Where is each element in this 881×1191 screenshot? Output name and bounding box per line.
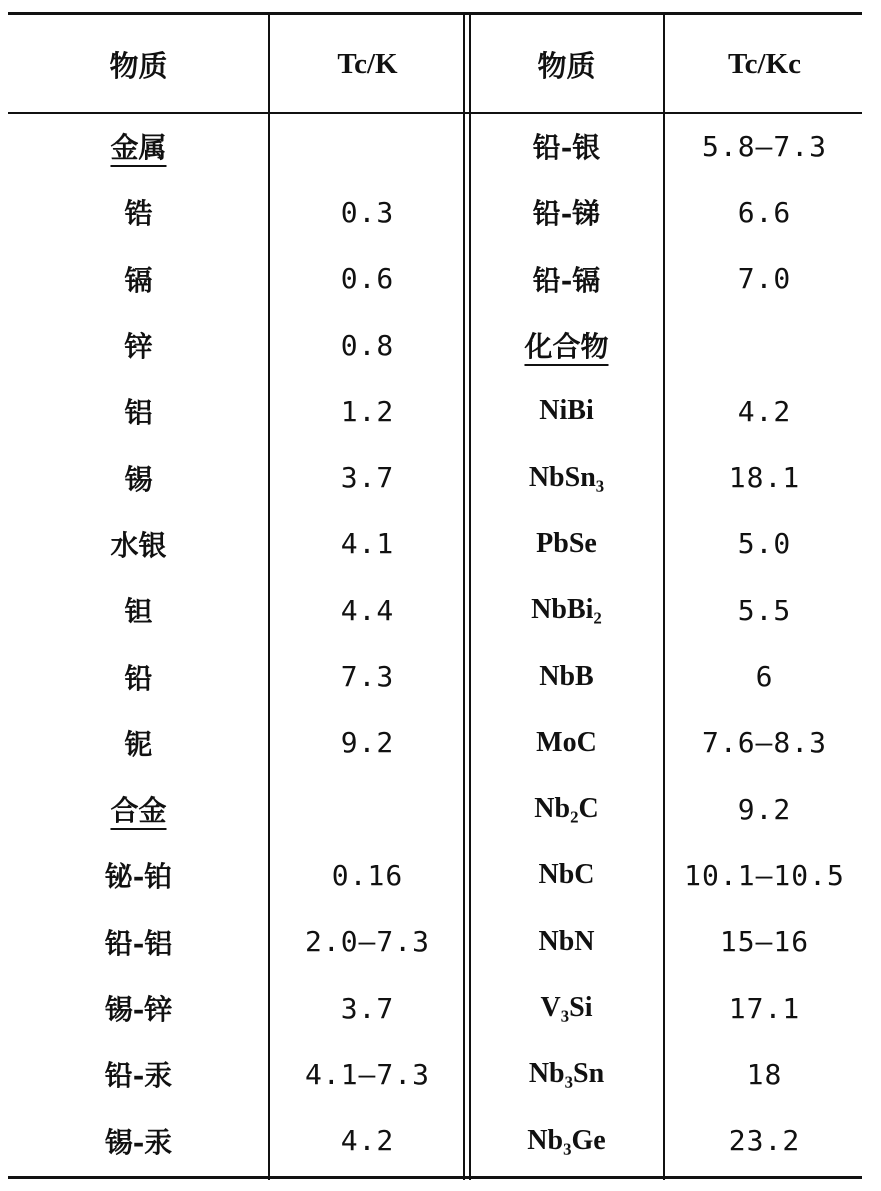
tc-left-cell: 4.1 xyxy=(340,527,395,561)
tc-right-cell: 9.2 xyxy=(737,792,792,826)
substance-right-cell: PbSe xyxy=(536,527,597,559)
tc-left-cell: 9.2 xyxy=(340,726,395,760)
substance-right-cell: NiBi xyxy=(539,395,594,427)
table-row xyxy=(8,1107,862,1173)
substance-right-cell: NbB xyxy=(539,660,594,692)
bottom-rule xyxy=(8,1176,862,1179)
tc-right-cell: 18.1 xyxy=(728,461,801,495)
substance-right-cell: Nb₃Ge xyxy=(527,1124,606,1156)
table-row xyxy=(8,710,862,776)
tc-right-cell: 7.0 xyxy=(737,262,792,296)
tc-left-cell: 1.2 xyxy=(340,394,395,428)
table-row xyxy=(8,577,862,643)
substance-right-cell: 铅-锑 xyxy=(532,197,601,231)
tc-left-cell: 3.7 xyxy=(340,461,395,495)
substance-left-cell: 铅-铝 xyxy=(104,926,173,960)
tc-left-cell: 7.3 xyxy=(340,660,395,694)
header-row xyxy=(8,16,862,113)
tc-right-cell: 5.8—7.3 xyxy=(701,129,827,163)
tc-left-cell: 0.3 xyxy=(340,195,395,229)
header-substance-right: 物质 xyxy=(537,49,596,83)
table-row xyxy=(8,1041,862,1107)
tc-right-cell: 5.0 xyxy=(737,527,792,561)
tc-left-cell: 3.7 xyxy=(340,991,395,1025)
substance-right-cell: 铅-银 xyxy=(532,131,601,165)
substance-left-cell: 铅 xyxy=(124,661,153,695)
table-row xyxy=(8,842,862,908)
header-tc-left: Tc/K xyxy=(337,48,398,80)
category-heading: 化合物 xyxy=(524,330,609,364)
tc-right-cell: 18 xyxy=(746,1057,783,1091)
substance-right-cell: NbN xyxy=(538,925,595,957)
tc-right-cell: 23.2 xyxy=(728,1124,801,1158)
table-row xyxy=(8,179,862,245)
table-row xyxy=(8,975,862,1041)
substance-right-cell: NbBi₂ xyxy=(531,594,602,626)
substance-left-cell: 铋-铂 xyxy=(104,860,173,894)
table-row xyxy=(8,444,862,510)
tc-right-cell: 17.1 xyxy=(728,991,801,1025)
category-heading: 合金 xyxy=(110,794,167,828)
substance-left-cell: 铅-汞 xyxy=(104,1059,173,1093)
tc-right-cell: 5.5 xyxy=(737,593,792,627)
substance-left-cell: 锡-锌 xyxy=(104,993,173,1026)
superconductor-table xyxy=(8,16,862,1174)
substance-left-cell: 钽 xyxy=(124,595,153,629)
tc-right-cell: 4.2 xyxy=(737,394,792,428)
substance-left-cell: 铝 xyxy=(124,396,153,430)
substance-left-cell: 水银 xyxy=(110,528,167,562)
top-rule xyxy=(8,12,862,15)
tc-right-cell: 10.1—10.5 xyxy=(684,858,845,892)
table-row xyxy=(8,776,862,842)
tc-left-cell: 0.16 xyxy=(331,858,404,892)
tc-left-cell: 0.8 xyxy=(340,328,395,362)
substance-right-cell: Nb₃Sn xyxy=(528,1058,605,1090)
tc-right-cell: 6 xyxy=(755,660,774,694)
table-row xyxy=(8,246,862,312)
header-substance-left: 物质 xyxy=(109,49,168,83)
substance-right-cell: NbC xyxy=(538,859,595,891)
table-row xyxy=(8,909,862,975)
substance-left-cell: 镉 xyxy=(124,263,153,297)
table-row xyxy=(8,113,862,179)
substance-right-cell: Nb₂C xyxy=(534,793,599,825)
table-row xyxy=(8,378,862,444)
tc-left-cell: 0.6 xyxy=(340,262,395,296)
table-row xyxy=(8,312,862,378)
substance-left-cell: 铌 xyxy=(124,727,153,761)
substance-left-cell: 锆 xyxy=(124,197,153,231)
table-row xyxy=(8,643,862,709)
substance-right-cell: V₃Si xyxy=(540,992,593,1023)
substance-left-cell: 锌 xyxy=(124,330,153,364)
category-heading: 金属 xyxy=(110,131,167,165)
tc-right-cell: 15—16 xyxy=(719,925,810,959)
tc-right-cell xyxy=(667,312,862,378)
tc-right-cell: 7.6—8.3 xyxy=(701,726,827,760)
tc-left-cell: 2.0—7.3 xyxy=(304,925,430,959)
tc-right-cell: 6.6 xyxy=(737,195,792,229)
substance-left-cell: 锡-汞 xyxy=(104,1125,173,1159)
substance-right-cell: 铅-镉 xyxy=(532,263,601,297)
header-tc-right: Tc/Kc xyxy=(727,48,802,80)
substance-right-cell: NbSn₃ xyxy=(528,461,605,493)
substance-left-cell: 锡 xyxy=(124,462,153,496)
tc-left-cell xyxy=(269,113,466,179)
tc-left-cell: 4.2 xyxy=(340,1124,395,1158)
tc-left-cell: 4.1—7.3 xyxy=(304,1057,430,1091)
substance-right-cell: MoC xyxy=(536,726,597,758)
tc-left-cell xyxy=(269,776,466,842)
tc-left-cell: 4.4 xyxy=(340,593,395,627)
table-row xyxy=(8,511,862,577)
